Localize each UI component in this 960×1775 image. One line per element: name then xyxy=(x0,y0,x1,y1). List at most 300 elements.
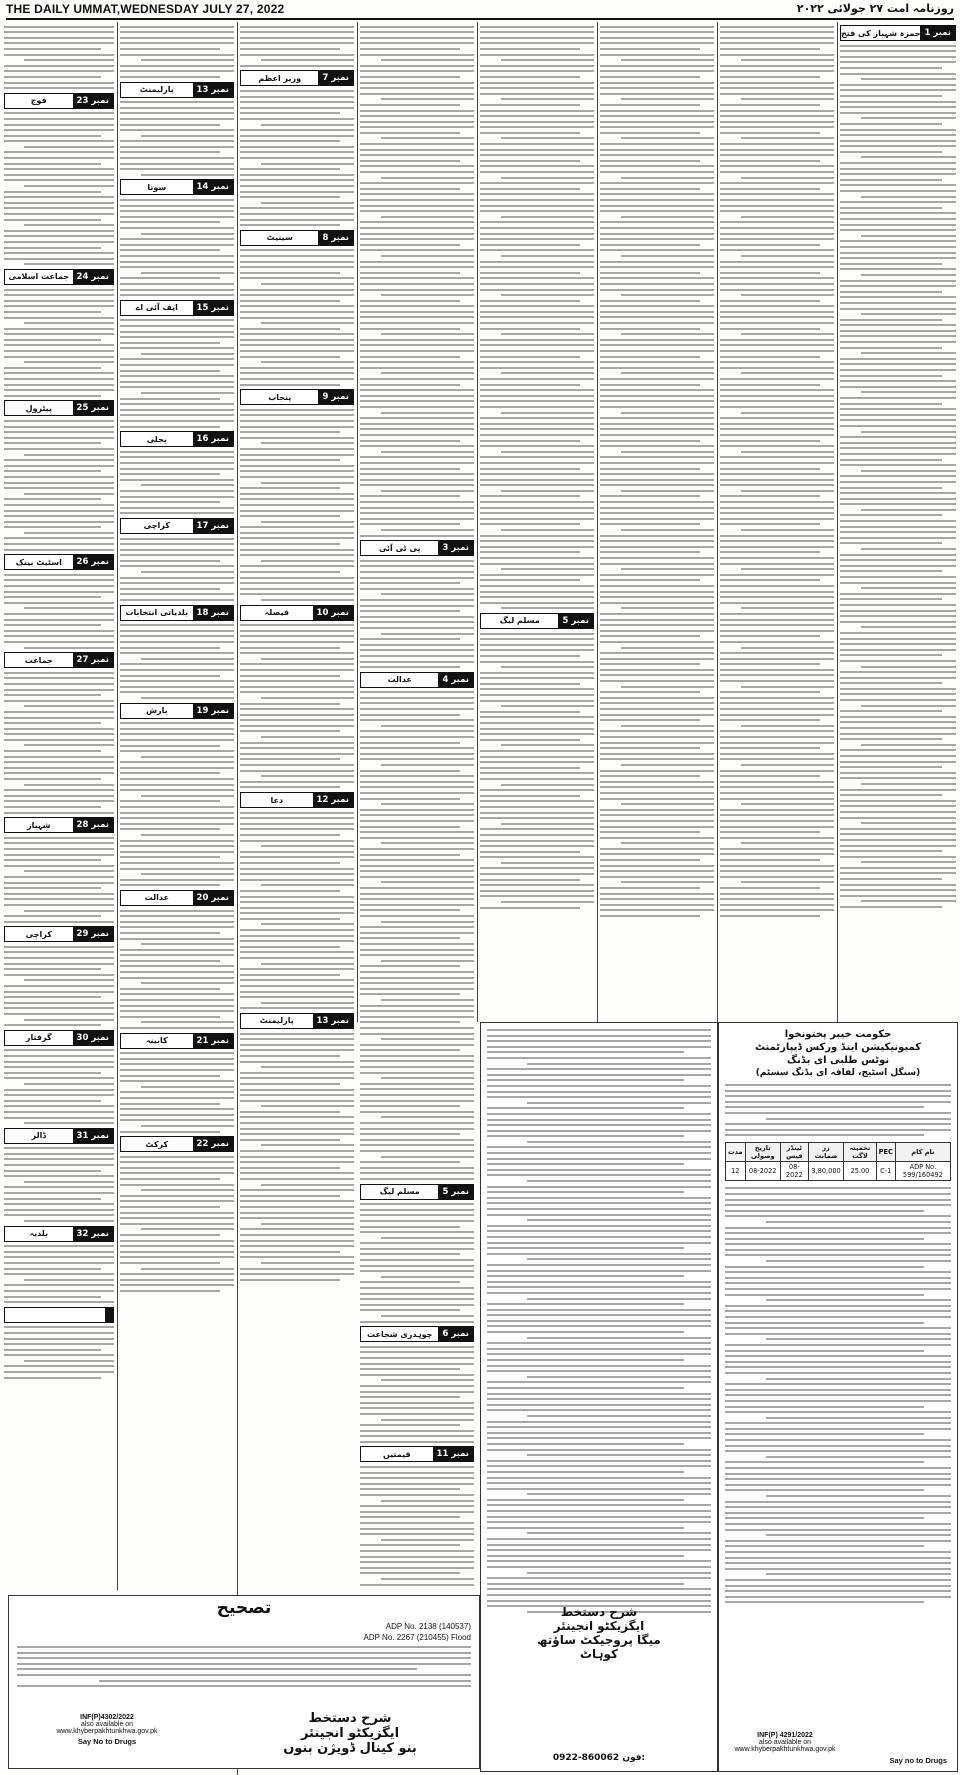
text-line xyxy=(360,1172,474,1174)
text-line xyxy=(725,1422,951,1424)
text-line xyxy=(120,1251,234,1253)
text-line xyxy=(4,135,101,137)
text-line xyxy=(360,1494,474,1496)
text-line xyxy=(720,658,834,660)
text-line xyxy=(621,98,714,100)
text-line xyxy=(600,876,714,878)
text-line xyxy=(120,1240,234,1242)
text-line xyxy=(120,112,234,114)
text-line xyxy=(720,624,834,626)
text-line xyxy=(261,322,354,324)
tender-notice-kp xyxy=(718,1022,958,1772)
text-line xyxy=(487,1208,711,1210)
text-line xyxy=(840,212,956,214)
text-line xyxy=(480,756,594,758)
section-title: ڈالر xyxy=(5,1129,73,1143)
text-line xyxy=(360,277,474,279)
text-line xyxy=(240,1189,354,1191)
section-title: کرکٹ xyxy=(121,1137,193,1151)
text-line xyxy=(360,859,474,861)
text-line xyxy=(4,1094,114,1096)
section-title: بلدیہ xyxy=(5,1227,73,1241)
text-line xyxy=(487,1186,711,1188)
text-line xyxy=(480,344,594,346)
text-line xyxy=(120,403,234,405)
text-line xyxy=(141,174,234,176)
text-line xyxy=(480,199,594,201)
notice-middle-body xyxy=(487,1029,711,1613)
correction-body xyxy=(17,1646,471,1687)
text-line xyxy=(120,48,220,50)
text-line xyxy=(4,344,114,346)
text-line xyxy=(487,1046,711,1048)
text-line xyxy=(120,588,220,590)
text-line xyxy=(720,848,834,850)
section-header xyxy=(120,82,234,98)
text-line xyxy=(360,954,474,956)
article-text xyxy=(4,574,114,649)
text-line xyxy=(840,872,956,874)
text-line xyxy=(240,1234,354,1236)
text-line xyxy=(487,1560,711,1562)
text-line xyxy=(480,37,594,39)
text-line xyxy=(240,786,340,788)
text-line xyxy=(360,1139,474,1141)
correction-ref-block xyxy=(17,1714,197,1746)
text-line xyxy=(360,1293,474,1295)
text-line xyxy=(487,1594,711,1596)
text-line xyxy=(120,277,220,279)
text-line xyxy=(261,1262,354,1264)
section-title: وزیر اعظم xyxy=(241,71,318,85)
text-line xyxy=(4,1186,114,1188)
text-line xyxy=(240,940,354,942)
text-line xyxy=(4,991,114,993)
text-line xyxy=(725,1327,951,1329)
correction-web[interactable]: www.khyberpakhtunkhwa.gov.pk xyxy=(56,1728,158,1735)
column-1 xyxy=(840,22,956,1022)
text-line xyxy=(4,1256,114,1258)
text-line xyxy=(4,482,114,484)
text-line xyxy=(480,649,594,651)
text-line xyxy=(240,630,354,632)
text-line xyxy=(24,361,114,363)
text-line xyxy=(240,554,354,556)
section-number: نمبر 19 xyxy=(193,704,233,718)
text-line xyxy=(600,775,700,777)
text-line xyxy=(840,503,956,505)
text-line xyxy=(600,171,714,173)
notice-also: also available on xyxy=(758,1739,812,1746)
text-line xyxy=(720,663,820,665)
text-line xyxy=(240,1240,354,1242)
text-line xyxy=(480,149,594,151)
text-line xyxy=(480,283,594,285)
text-line xyxy=(240,54,354,56)
text-line xyxy=(4,537,114,539)
text-line xyxy=(240,1251,340,1253)
text-line xyxy=(240,968,354,970)
text-line xyxy=(720,563,834,565)
text-line xyxy=(360,1161,460,1163)
text-line xyxy=(141,873,234,875)
text-line xyxy=(4,317,114,319)
text-line xyxy=(360,535,474,537)
text-line xyxy=(4,510,114,512)
text-line xyxy=(720,65,834,67)
text-line xyxy=(840,772,956,774)
text-line xyxy=(4,635,114,637)
text-line xyxy=(381,98,474,100)
text-line xyxy=(240,890,340,892)
text-line xyxy=(600,798,714,800)
text-line xyxy=(4,700,114,702)
text-line xyxy=(480,322,594,324)
text-line xyxy=(360,523,460,525)
text-line xyxy=(381,529,474,531)
text-line xyxy=(720,792,834,794)
text-line xyxy=(240,465,354,467)
text-line xyxy=(720,523,820,525)
text-line xyxy=(4,1296,101,1298)
text-line xyxy=(480,356,580,358)
text-line xyxy=(480,104,580,106)
text-line xyxy=(600,389,714,391)
text-line xyxy=(4,26,114,28)
text-line xyxy=(17,1646,471,1648)
text-line xyxy=(4,213,114,215)
text-line xyxy=(501,451,594,453)
text-line xyxy=(600,350,714,352)
text-line xyxy=(360,814,474,816)
text-line xyxy=(240,817,354,819)
text-line xyxy=(501,705,594,707)
text-line xyxy=(360,507,474,509)
text-line xyxy=(741,177,834,179)
text-line xyxy=(720,574,834,576)
text-line xyxy=(141,943,234,945)
section-number: نمبر 5 xyxy=(558,614,593,628)
text-line xyxy=(725,1400,951,1402)
text-line xyxy=(240,1167,340,1169)
text-line xyxy=(480,272,580,274)
text-line xyxy=(840,302,956,304)
text-line xyxy=(725,1355,951,1357)
text-line xyxy=(240,1094,354,1096)
text-line xyxy=(487,1107,684,1109)
text-line xyxy=(720,87,834,89)
text-line xyxy=(360,26,474,28)
text-line xyxy=(487,1202,711,1204)
text-line xyxy=(725,1540,951,1542)
text-line xyxy=(720,31,834,33)
text-line xyxy=(360,1584,474,1586)
text-line xyxy=(120,496,234,498)
text-line xyxy=(600,563,714,565)
text-line xyxy=(261,1066,354,1068)
text-line xyxy=(480,895,594,897)
text-line xyxy=(360,1133,460,1135)
text-line xyxy=(840,520,956,522)
text-line xyxy=(360,1505,474,1507)
text-line xyxy=(4,767,114,769)
text-line xyxy=(261,202,354,204)
text-line xyxy=(240,333,354,335)
notice-web[interactable]: www.khyberpakhtunkhwa.gov.pk xyxy=(734,1746,836,1753)
text-line xyxy=(840,358,956,360)
text-line xyxy=(840,375,942,377)
text-line xyxy=(4,258,114,260)
section-number: نمبر 24 xyxy=(73,270,113,284)
notice-title: نوٹس طلبی ای بڈنگ xyxy=(786,1055,890,1066)
text-line xyxy=(725,1112,951,1114)
text-line xyxy=(480,884,594,886)
text-line xyxy=(4,985,114,987)
text-line xyxy=(840,252,956,254)
text-line xyxy=(480,512,594,514)
text-line xyxy=(240,107,354,109)
text-line xyxy=(720,244,820,246)
section-header xyxy=(120,1136,234,1152)
text-line xyxy=(480,227,594,229)
text-line xyxy=(480,193,594,195)
text-line xyxy=(360,1150,474,1152)
text-line xyxy=(240,487,340,489)
text-line xyxy=(4,1175,114,1177)
text-line xyxy=(527,1572,711,1574)
text-line xyxy=(240,48,340,50)
text-line xyxy=(120,331,234,333)
section-header xyxy=(840,25,956,41)
text-line xyxy=(4,289,114,291)
text-line xyxy=(4,619,114,621)
article-text xyxy=(240,26,354,67)
text-line xyxy=(4,613,114,615)
text-line xyxy=(600,658,714,660)
text-line xyxy=(600,697,714,699)
text-line xyxy=(600,893,714,895)
text-line xyxy=(720,893,834,895)
section-header xyxy=(120,300,234,316)
text-line xyxy=(4,957,114,959)
article-text xyxy=(120,26,234,78)
sig-line-1: شرح دستخط xyxy=(560,1605,638,1619)
text-line xyxy=(600,887,700,889)
text-line xyxy=(480,518,594,520)
section-header xyxy=(120,431,234,447)
text-line xyxy=(240,856,354,858)
text-line xyxy=(360,1265,474,1267)
text-line xyxy=(487,1035,711,1037)
text-line xyxy=(360,943,474,945)
text-line xyxy=(360,893,474,895)
text-line xyxy=(240,300,340,302)
text-line xyxy=(720,165,834,167)
text-line xyxy=(4,191,101,193)
text-line xyxy=(720,853,834,855)
text-line xyxy=(487,1275,684,1277)
text-line xyxy=(487,1163,684,1165)
text-line xyxy=(600,853,714,855)
section-number: نمبر 31 xyxy=(73,1129,113,1143)
text-line xyxy=(861,548,956,550)
text-line xyxy=(720,115,834,117)
text-line xyxy=(261,923,354,925)
text-line xyxy=(480,423,594,425)
text-line xyxy=(360,188,460,190)
text-line xyxy=(621,412,714,414)
text-line xyxy=(621,529,714,531)
text-line xyxy=(240,498,354,500)
text-line xyxy=(141,658,234,660)
text-line xyxy=(621,842,714,844)
text-line xyxy=(840,291,942,293)
text-line xyxy=(840,542,942,544)
text-line xyxy=(840,162,956,164)
text-line xyxy=(480,210,594,212)
text-line xyxy=(4,1377,101,1379)
text-line xyxy=(600,378,714,380)
sig-line-2: ایگزیکٹو انجینئر xyxy=(553,1619,645,1633)
notice-ref-block xyxy=(725,1732,845,1753)
text-line xyxy=(261,599,354,601)
table-header-cell: نام کام xyxy=(895,1143,950,1162)
text-line xyxy=(600,456,714,458)
text-line xyxy=(480,772,594,774)
text-line xyxy=(527,1493,711,1495)
text-line xyxy=(240,647,340,649)
text-line xyxy=(720,227,834,229)
text-line xyxy=(840,537,956,539)
text-line xyxy=(600,820,714,822)
text-line xyxy=(487,1409,711,1411)
text-line xyxy=(725,1266,924,1268)
text-line xyxy=(720,507,834,509)
text-line xyxy=(240,1256,354,1258)
text-line xyxy=(725,1568,951,1570)
text-line xyxy=(240,781,354,783)
text-line xyxy=(4,37,114,39)
text-line xyxy=(120,554,234,556)
text-line xyxy=(487,1588,711,1590)
text-line xyxy=(480,389,594,391)
text-line xyxy=(120,124,220,126)
text-line xyxy=(240,918,340,920)
text-line xyxy=(720,428,834,430)
text-line xyxy=(741,372,834,374)
text-line xyxy=(501,216,594,218)
notice-ref: INF(P) 4291/2022 xyxy=(757,1732,813,1739)
text-line xyxy=(600,283,714,285)
text-line xyxy=(240,1033,354,1035)
text-line xyxy=(360,456,474,458)
text-line xyxy=(4,1158,114,1160)
text-line xyxy=(120,926,234,928)
text-line xyxy=(4,543,114,545)
text-line xyxy=(527,1063,711,1065)
text-line xyxy=(240,753,354,755)
text-line xyxy=(24,454,114,456)
text-line xyxy=(120,722,234,724)
text-line xyxy=(4,498,101,500)
text-line xyxy=(240,1007,354,1009)
text-line xyxy=(725,1187,951,1189)
text-line xyxy=(360,719,474,721)
text-line xyxy=(120,462,234,464)
text-line xyxy=(141,1125,234,1127)
text-line xyxy=(120,507,234,509)
text-line xyxy=(360,1144,474,1146)
text-line xyxy=(360,714,460,716)
text-line xyxy=(720,579,820,581)
text-line xyxy=(120,800,220,802)
correction-ref: INF(P)4302/2022 xyxy=(80,1714,134,1721)
text-line xyxy=(120,884,220,886)
text-line xyxy=(120,199,234,201)
text-line xyxy=(4,898,114,900)
text-line xyxy=(360,518,474,520)
text-line xyxy=(120,806,234,808)
text-line xyxy=(487,1091,711,1093)
text-line xyxy=(725,1123,951,1125)
text-line xyxy=(487,1281,711,1283)
text-line xyxy=(766,1260,951,1262)
text-line xyxy=(487,1146,711,1148)
text-line xyxy=(360,400,474,402)
text-line xyxy=(840,906,942,908)
text-line xyxy=(360,1083,474,1085)
text-line xyxy=(840,794,942,796)
article-text xyxy=(240,624,354,788)
text-line xyxy=(120,358,234,360)
text-line xyxy=(120,1245,234,1247)
text-line xyxy=(487,1214,711,1216)
text-line xyxy=(120,1027,234,1029)
text-line xyxy=(240,593,354,595)
text-line xyxy=(381,372,474,374)
text-line xyxy=(4,1002,114,1004)
text-line xyxy=(120,999,234,1001)
text-line xyxy=(360,501,474,503)
text-line xyxy=(120,205,234,207)
text-line xyxy=(4,431,114,433)
text-line xyxy=(381,294,474,296)
text-line xyxy=(725,1512,951,1514)
text-line xyxy=(600,121,714,123)
text-line xyxy=(600,859,700,861)
section-number: نمبر 8 xyxy=(318,231,353,245)
table-cell: ADP No. 599/160492 xyxy=(895,1162,950,1181)
text-line xyxy=(725,1484,951,1486)
text-line xyxy=(240,669,354,671)
text-line xyxy=(360,356,460,358)
text-line xyxy=(840,889,956,891)
text-line xyxy=(360,261,474,263)
text-line xyxy=(600,501,714,503)
section-number: نمبر 17 xyxy=(193,519,233,533)
text-line xyxy=(720,149,834,151)
text-line xyxy=(741,255,834,257)
text-line xyxy=(120,370,220,372)
text-line xyxy=(4,1326,114,1328)
text-line xyxy=(725,1596,951,1598)
text-line xyxy=(861,666,956,668)
text-line xyxy=(480,840,594,842)
text-line xyxy=(4,1209,114,1211)
text-line xyxy=(720,160,820,162)
text-line xyxy=(487,1074,711,1076)
text-line xyxy=(120,107,234,109)
